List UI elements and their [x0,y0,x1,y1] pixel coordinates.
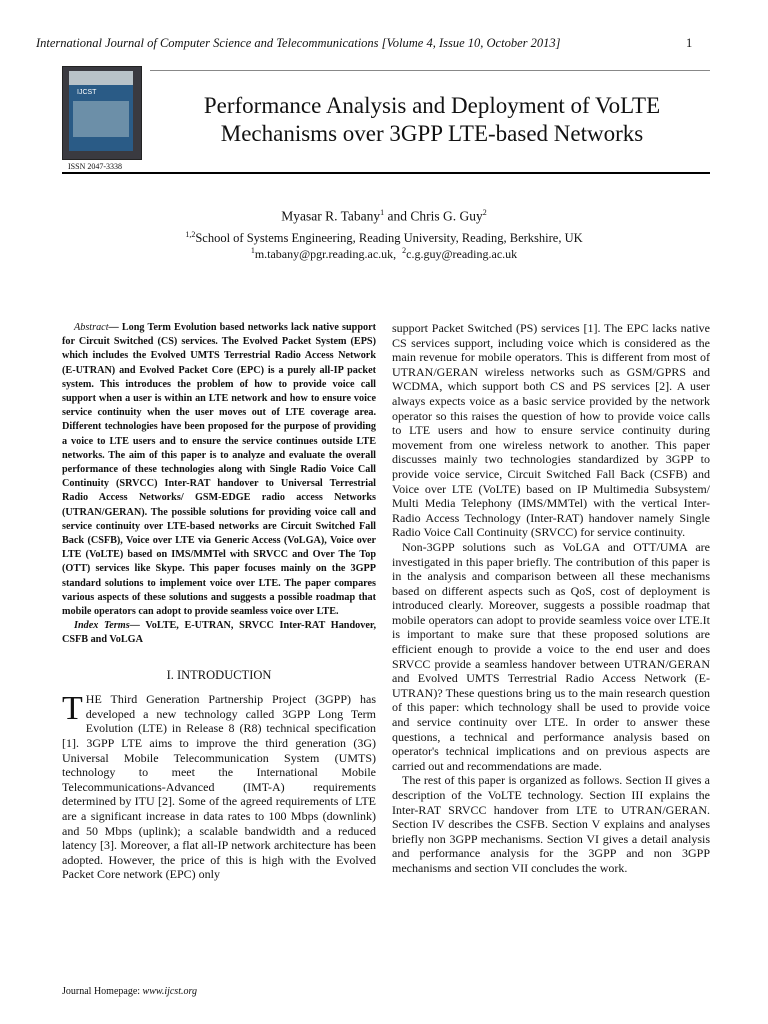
author-emails: $^1$m.tabany@pgr.reading.ac.uk, $^2$c.g.guy@reading.ac.uk [250,246,518,261]
intro-paragraph-1-continued: support Packet Switched (PS) services [1]. The EPC lacks native CS services support, including voice which is considered as the main revenue for mobile operators. This is different from most of UTRAN/GERAN wireless networks such as GSM/GPRS and WCDMA, which support both CS and PS services [2]. A user always expects voice as a basic service provided by the network operator so this raises the question of how to provide voice calls to LTE users and how to ensure service continuity during movement from one wireless network to another. This paper discusses mainly two technologies standardized by 3GPP to provide voice service, Circuit Switched Fall Back (CSFB) and Voice over LTE (VoLTE) based on IP Multimedia Subsystem/ Multi Media Telephony (IMS/MMTel) with the vertical Inter- Radio Access Technology (Inter-RAT) handover namely Single Radio Voice Call Continuity (SRVCC) for service continuity. [392,321,710,540]
footer-url-link[interactable]: www.ijcst.org [142,986,197,997]
page-number: 1 [686,36,693,50]
cover-logo-text: IJCST [77,89,97,96]
affiliation: $^{1,2}$School of Systems Engineering, Reading University, Reading, Berkshire, UK [185,230,583,246]
intro-paragraph-1: THE Third Generation Partnership Project (3GPP) has developed a new technology called 3GPP Long Term Evolution (LTE) in Release 8 (R8) technical specification [1]. 3GPP LTE aims to improve the third generation (3G) Universal Mobile Telecommunication System (UMTS) technology to meet the International Mobile Telecommunications-Advanced (IMT-A) requirements determined by ITU [2]. Some of the agreed requirements of LTE are a significant increase in data rates to 100 Mbps (downlink) and 50 Mbps (uplink); a scalable bandwidth and a reduced latency [3]. Moreover, a flat all-IP network architecture has been adopted. However, the price of this is high with the Evolved Packet Core network (EPC) only [62,690,376,882]
journal-cover-image [62,66,142,160]
title-rule [62,172,710,174]
footer [62,986,197,997]
author-2: Chris G. Guy [410,208,483,224]
email-1[interactable]: m.tabany@pgr.reading.ac.uk, [254,247,397,261]
drop-cap: T [62,690,83,728]
title-line-1: Performance Analysis and Deployment of VoLTE [203,93,661,118]
paper-title [150,92,714,148]
issn: ISSN 2047-3338 [68,162,123,171]
author-1: Myasar R. Tabany [281,208,381,224]
authors: Myasar R. Tabany$^1$ and Chris G. Guy$^2$ [281,208,487,224]
abstract: Abstract— Long Term Evolution based networks lack native support for Circuit Switched (CS) services. The Evolved Packet System (EPS) which includes the Evolved UMTS Terrestrial Radio Access Network (E-UTRAN) and Evolved Packet Core (EPC) is a purely all-IP packet system. This introduces the problem of how to provide voice call support when a user is within an LTE network and how to ensure voice service continuity when the user moves out of LTE coverage area. Different technologies have been proposed for the purpose of providing a voice to LTE users and to ensure the service continues outside LTE networks. The aim of this paper is to analyze and evaluate the overall performance of these technologies along with Single Radio Voice Call Continuity (SRVCC) Inter-RAT handover to Universal Terrestrial Radio Access Networks/ GSM-EDGE radio access Networks (UTRAN/GERAN). The possible solutions for providing voice call and service continuity over LTE-based networks are Circuit Switched Fall Back (CSFB), Voice over LTE via Generic Access (VoLGA), Voice over LTE (VoLTE) based on IMS/MMTel with SRVCC and Over The Top (OTT) services like Skype. This paper focuses mainly on the 3GPP standard solutions to implement voice over LTE. The paper compares various aspects of these solutions and suggests a possible roadmap that mobile operators can adopt to provide seamless voice over LTE. [62,322,377,618]
journal-header: International Journal of Computer Science and Telecommunications [Volume 4, Issue 10, October 2013] [36,36,561,50]
title-top-rule [150,70,710,71]
index-terms: Index Terms— VoLTE, E-UTRAN, SRVCC Inter-RAT Handover, CSFB and VoLGA [62,620,376,646]
section-heading-introduction: I. INTRODUCTION [166,667,272,682]
email-2[interactable]: c.g.guy@reading.ac.uk [406,247,518,261]
footer-label: Journal Homepage: [62,986,143,997]
right-column [392,321,710,876]
title-line-2: Mechanisms over 3GPP LTE-based Networks [220,121,644,146]
intro-paragraph-3: The rest of this paper is organized as follows. Section II gives a description of the VoLTE technology. Section III explains the Inter-RAT SRVCC handover from LTE to UTRAN/GERAN. Section IV describes the CSFB. Section V explains and analyses briefly non 3GPP mechanisms. Section VI gives a detail analysis and performance analysis for the 3GPP and non 3GPP mechanisms and section VII concludes the work. [392,773,710,875]
intro-paragraph-2: Non-3GPP solutions such as VoLGA and OTT/UMA are investigated in this paper briefly. The contribution of this paper is in the analysis and comparison between all these mechanisms based on different aspects such as QoS, cost of deployment is introduced clearly. Moreover, suggests a possible roadmap that mobile operators can adopt to provide seamless voice over LTE.It is important to make sure that these proposed solutions are efficient enough to provide a voice to the end user and does SRVCC provide a seamless handover between UTRAN/GERAN and Evolved UMTS Terrestrial Radio Access Network (E-UTRAN)? These questions bring us to the main research question of this paper: which technology shall be used to provide voice and service continuity over LTE. In order to answer these questions, a technical and performance analysis based on operator's technical implications and on previous aspects are carried out and recommendations are made. [392,539,710,773]
left-column [62,321,376,882]
